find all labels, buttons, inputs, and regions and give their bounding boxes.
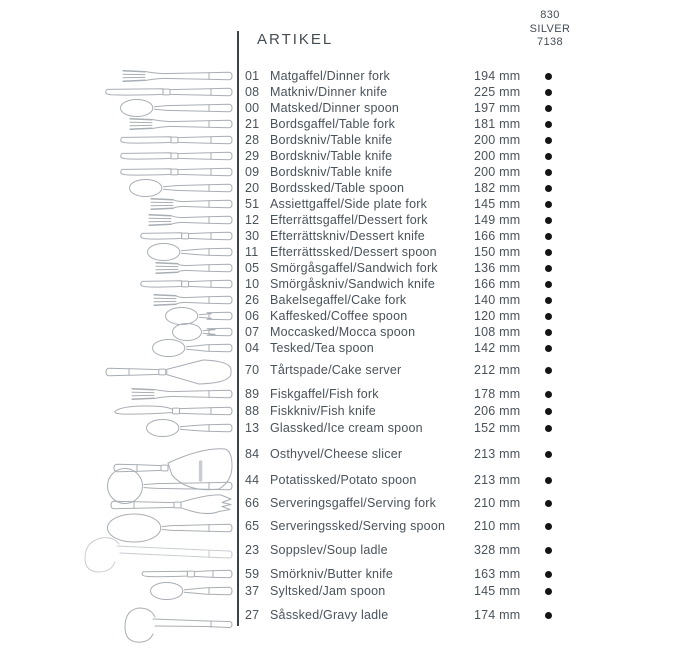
article-name: Bordskniv/Table knife	[270, 149, 393, 163]
availability-dot	[545, 233, 552, 240]
article-size: 200 mm	[474, 133, 521, 147]
availability-dot	[545, 408, 552, 415]
article-number: 08	[245, 85, 260, 99]
table-row	[237, 276, 682, 292]
article-name: Bakelsegaffel/Cake fork	[270, 293, 407, 307]
table-row	[237, 116, 682, 132]
availability-dot	[545, 477, 552, 484]
article-size: 328 mm	[474, 543, 521, 557]
table-row	[237, 84, 682, 100]
table-row	[237, 566, 682, 582]
series-line-1: 830	[540, 9, 560, 21]
article-number: 27	[245, 608, 260, 622]
table-header-artikel: ARTIKEL	[257, 31, 334, 48]
gravy-ladle-icon	[123, 603, 233, 652]
article-number: 65	[245, 519, 260, 533]
article-number: 06	[245, 309, 260, 323]
article-size: 181 mm	[474, 117, 521, 131]
article-size: 206 mm	[474, 404, 521, 418]
table-row	[237, 196, 682, 212]
article-number: 09	[245, 165, 260, 179]
availability-dot	[545, 367, 552, 374]
table-row	[237, 446, 682, 462]
article-name: Bordssked/Table spoon	[270, 181, 405, 195]
article-number: 28	[245, 133, 260, 147]
availability-dot	[545, 121, 552, 128]
table-row	[237, 132, 682, 148]
article-size: 197 mm	[474, 101, 521, 115]
article-size: 178 mm	[474, 387, 521, 401]
availability-dot	[545, 451, 552, 458]
article-size: 213 mm	[474, 473, 521, 487]
article-number: 30	[245, 229, 260, 243]
article-name: Bordskniv/Table knife	[270, 133, 393, 147]
series-header	[516, 9, 584, 50]
article-size: 210 mm	[474, 519, 521, 533]
article-name: Såssked/Gravy ladle	[270, 608, 389, 622]
article-number: 70	[245, 363, 260, 377]
article-size: 145 mm	[474, 197, 521, 211]
availability-dot	[545, 588, 552, 595]
availability-dot	[545, 105, 552, 112]
article-size: 225 mm	[474, 85, 521, 99]
article-name: Kaffesked/Coffee spoon	[270, 309, 408, 323]
availability-dot	[545, 329, 552, 336]
table-row	[237, 148, 682, 164]
article-number: 88	[245, 404, 260, 418]
article-size: 174 mm	[474, 608, 521, 622]
table-row	[237, 495, 682, 511]
table-row	[237, 518, 682, 534]
article-name: Serveringssked/Serving spoon	[270, 519, 446, 533]
article-number: 00	[245, 101, 260, 115]
table-row	[237, 607, 682, 623]
article-name: Bordskniv/Table knife	[270, 165, 393, 179]
article-size: 166 mm	[474, 277, 521, 291]
article-number: 59	[245, 567, 260, 581]
article-name: Tårtspade/Cake server	[270, 363, 402, 377]
table-row	[237, 324, 682, 340]
availability-dot	[545, 391, 552, 398]
availability-dot	[545, 297, 552, 304]
table-row	[237, 292, 682, 308]
availability-dot	[545, 153, 552, 160]
article-number: 89	[245, 387, 260, 401]
article-number: 37	[245, 584, 260, 598]
availability-dot	[545, 281, 552, 288]
article-number: 07	[245, 325, 260, 339]
table-row	[237, 386, 682, 402]
article-size: 150 mm	[474, 245, 521, 259]
article-number: 51	[245, 197, 260, 211]
table-row	[237, 308, 682, 324]
table-row	[237, 542, 682, 558]
spoon-icon	[144, 418, 233, 443]
table-row	[237, 472, 682, 488]
article-name: Syltsked/Jam spoon	[270, 584, 386, 598]
article-size: 210 mm	[474, 496, 521, 510]
table-row	[237, 180, 682, 196]
table-row	[237, 68, 682, 84]
availability-dot	[545, 547, 552, 554]
availability-dot	[545, 217, 552, 224]
article-name: Potatissked/Potato spoon	[270, 473, 417, 487]
article-number: 20	[245, 181, 260, 195]
article-number: 26	[245, 293, 260, 307]
availability-dot	[545, 612, 552, 619]
table-row	[237, 583, 682, 599]
article-number: 01	[245, 69, 260, 83]
series-line-2: SILVER	[529, 22, 571, 35]
article-number: 21	[245, 117, 260, 131]
article-name: Matgaffel/Dinner fork	[270, 69, 390, 83]
availability-dot	[545, 500, 552, 507]
article-number: 29	[245, 149, 260, 163]
article-size: 149 mm	[474, 213, 521, 227]
article-name: Glassked/Ice cream spoon	[270, 421, 423, 435]
table-row	[237, 100, 682, 116]
article-name: Smörgåsgaffel/Sandwich fork	[270, 261, 438, 275]
article-number: 12	[245, 213, 260, 227]
article-name: Efterrättsgaffel/Dessert fork	[270, 213, 428, 227]
article-name: Soppslev/Soup ladle	[270, 543, 388, 557]
article-number: 13	[245, 421, 260, 435]
article-name: Bordsgaffel/Table fork	[270, 117, 396, 131]
availability-dot	[545, 425, 552, 432]
table-row	[237, 420, 682, 436]
article-name: Smörgåskniv/Sandwich knife	[270, 277, 435, 291]
article-size: 142 mm	[474, 341, 521, 355]
article-name: Assiettgaffel/Side plate fork	[270, 197, 428, 211]
article-number: 44	[245, 473, 260, 487]
availability-dot	[545, 185, 552, 192]
article-name: Matsked/Dinner spoon	[270, 101, 400, 115]
table-row	[237, 260, 682, 276]
article-number: 05	[245, 261, 260, 275]
article-size: 200 mm	[474, 149, 521, 163]
availability-dot	[545, 345, 552, 352]
article-size: 200 mm	[474, 165, 521, 179]
availability-dot	[545, 169, 552, 176]
table-row	[237, 164, 682, 180]
article-size: 120 mm	[474, 309, 521, 323]
table-row	[237, 340, 682, 356]
article-number: 84	[245, 447, 260, 461]
article-number: 10	[245, 277, 260, 291]
article-name: Efterrättssked/Dessert spoon	[270, 245, 437, 259]
table-row	[237, 228, 682, 244]
article-name: Smörkniv/Butter knife	[270, 567, 393, 581]
table-row	[237, 244, 682, 260]
article-number: 11	[245, 245, 259, 259]
article-size: 145 mm	[474, 584, 521, 598]
article-number: 66	[245, 496, 260, 510]
availability-dot	[545, 265, 552, 272]
table-row	[237, 403, 682, 419]
article-size: 194 mm	[474, 69, 521, 83]
article-size: 136 mm	[474, 261, 521, 275]
article-name: Osthyvel/Cheese slicer	[270, 447, 403, 461]
article-size: 213 mm	[474, 447, 521, 461]
table-row	[237, 212, 682, 228]
availability-dot	[545, 137, 552, 144]
article-number: 04	[245, 341, 260, 355]
article-name: Moccasked/Mocca spoon	[270, 325, 416, 339]
article-name: Tesked/Tea spoon	[270, 341, 374, 355]
article-number: 23	[245, 543, 260, 557]
article-size: 140 mm	[474, 293, 521, 307]
article-size: 152 mm	[474, 421, 521, 435]
article-size: 108 mm	[474, 325, 521, 339]
article-size: 212 mm	[474, 363, 521, 377]
article-size: 166 mm	[474, 229, 521, 243]
article-name: Fiskgaffel/Fish fork	[270, 387, 379, 401]
article-size: 163 mm	[474, 567, 521, 581]
availability-dot	[545, 249, 552, 256]
series-line-3: 7138	[536, 36, 564, 48]
availability-dot	[545, 523, 552, 530]
availability-dot	[545, 313, 552, 320]
article-name: Serveringsgaffel/Serving fork	[270, 496, 437, 510]
article-name: Fiskkniv/Fish knife	[270, 404, 376, 418]
availability-dot	[545, 571, 552, 578]
table-row	[237, 362, 682, 378]
article-name: Efterrättskniv/Dessert knife	[270, 229, 425, 243]
availability-dot	[545, 73, 552, 80]
article-size: 182 mm	[474, 181, 521, 195]
availability-dot	[545, 89, 552, 96]
availability-dot	[545, 201, 552, 208]
article-name: Matkniv/Dinner knife	[270, 85, 388, 99]
